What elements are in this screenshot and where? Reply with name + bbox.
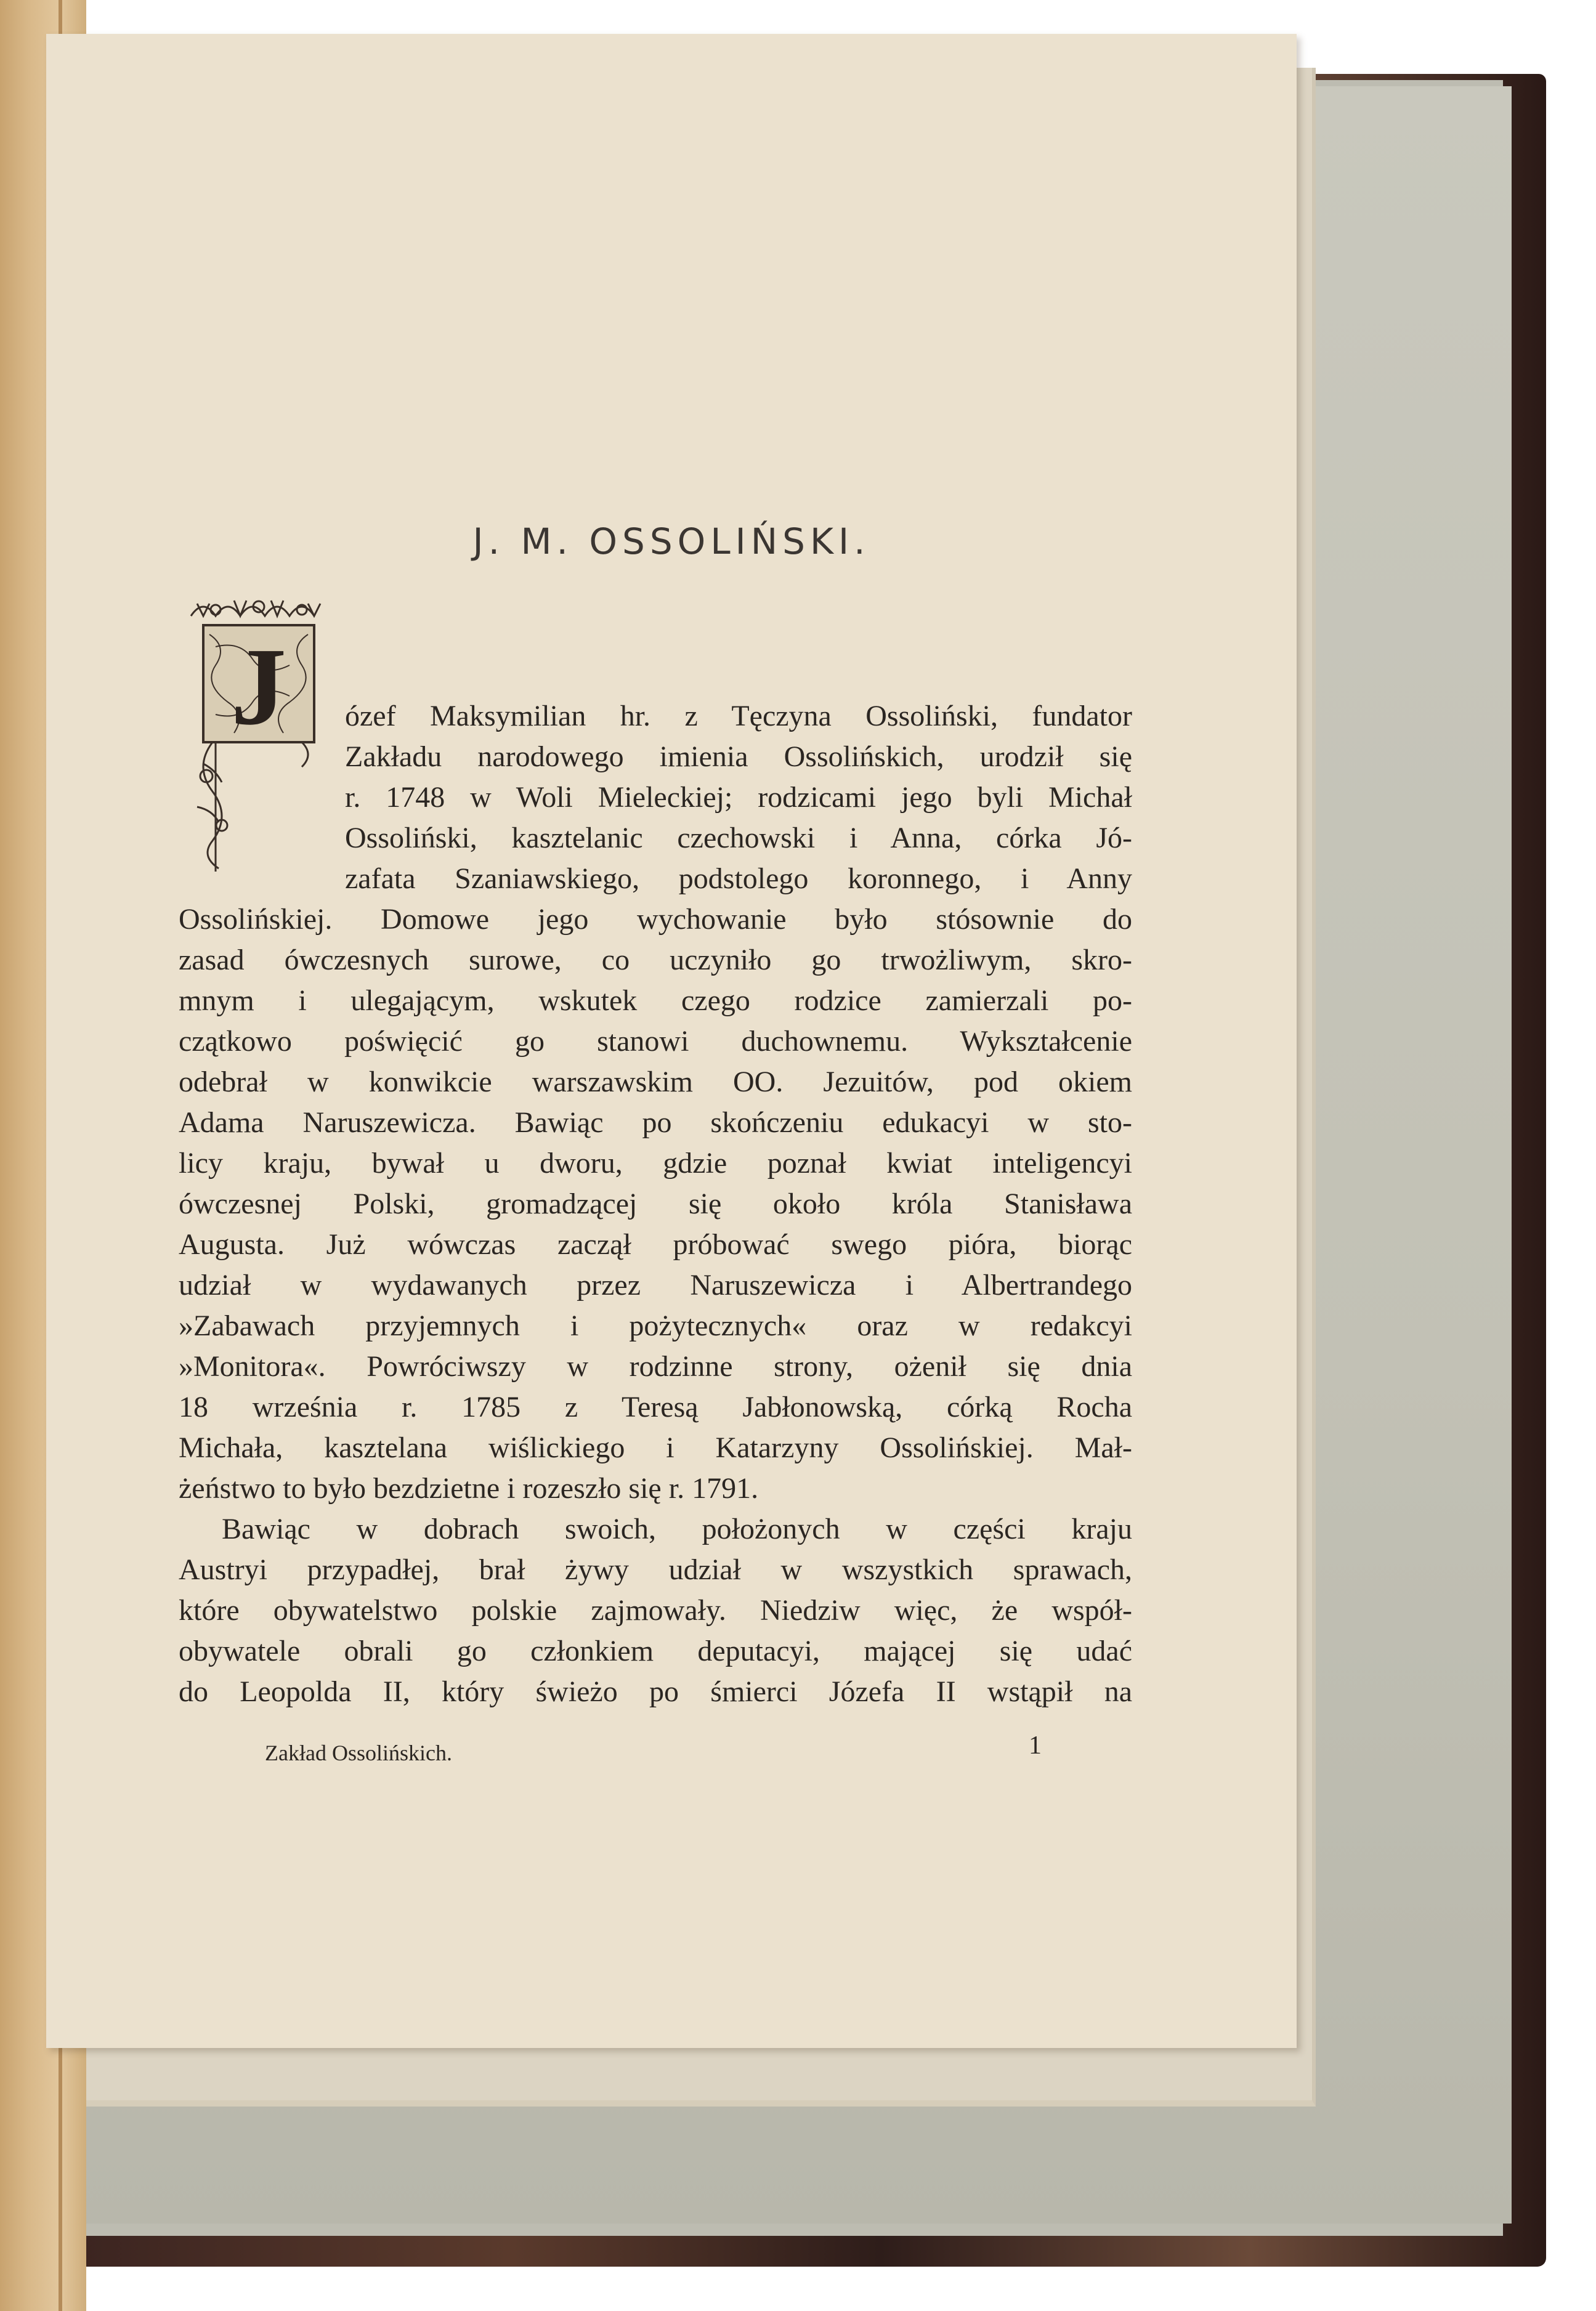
text-line: do Leopolda II, który świeżo po śmierci Józefa II wstąpił na bbox=[179, 1675, 1132, 1708]
text-line: zafata Szaniawskiego, podstolego koronnego, i Anny bbox=[345, 862, 1132, 895]
body-text bbox=[179, 696, 1132, 1712]
signature-number: 1 bbox=[1029, 1731, 1042, 1760]
text-line: r. 1748 w Woli Mieleckiej; rodzicami jego byli Michał bbox=[345, 781, 1132, 814]
text-line: Austryi przypadłej, brał żywy udział w wszystkich sprawach, bbox=[179, 1553, 1132, 1586]
text-line: licy kraju, bywał u dworu, gdzie poznał kwiat inteligencyi bbox=[179, 1147, 1132, 1180]
text-line: ówczesnej Polski, gromadzącej się około króla Stanisława bbox=[179, 1188, 1132, 1220]
book-page bbox=[46, 34, 1297, 2048]
text-line: żeństwo to było bezdzietne i rozeszło się r. 1791. bbox=[179, 1472, 759, 1505]
paragraph-1 bbox=[179, 696, 1132, 1509]
text-line: Augusta. Już wówczas zaczął próbować swego pióra, biorąc bbox=[179, 1228, 1132, 1261]
text-line: obywatele obrali go członkiem deputacyi, mającej się udać bbox=[179, 1635, 1132, 1667]
text-line: Ossoliński, kasztelanic czechowski i Anna, córka Jó- bbox=[345, 822, 1132, 854]
page-title: J. M. OSSOLIŃSKI. bbox=[472, 520, 870, 562]
text-line: odebrał w konwikcie warszawskim OO. Jezuitów, pod okiem bbox=[179, 1066, 1132, 1098]
text-line: udział w wydawanych przez Naruszewicza i Albertrandego bbox=[179, 1269, 1132, 1301]
initial-ornament-crown bbox=[191, 601, 320, 616]
initial-letter: J bbox=[231, 625, 286, 748]
text-line: mnym i ulegającym, wskutek czego rodzice zamierzali po- bbox=[179, 984, 1132, 1017]
text-line: czątkowo poświęcić go stanowi duchownemu. Wykształcenie bbox=[179, 1025, 1132, 1058]
text-line: 18 września r. 1785 z Teresą Jabłonowską, córką Rocha bbox=[179, 1391, 1132, 1423]
text-line: Bawiąc w dobrach swoich, położonych w części kraju bbox=[222, 1513, 1132, 1545]
text-line: ózef Maksymilian hr. z Tęczyna Ossoliński, fundator bbox=[345, 700, 1132, 732]
text-line: Michała, kasztelana wiślickiego i Katarzyny Ossolińskiej. Mał- bbox=[179, 1431, 1132, 1464]
paragraph-2 bbox=[179, 1509, 1132, 1712]
text-line: Zakładu narodowego imienia Ossolińskich, urodził się bbox=[345, 740, 1132, 773]
printer-signature: Zakład Ossolińskich. bbox=[265, 1741, 452, 1765]
text-line: zasad ówczesnych surowe, co uczyniło go trwożliwym, skro- bbox=[179, 944, 1132, 976]
text-line: »Monitora«. Powróciwszy w rodzinne strony, ożenił się dnia bbox=[179, 1350, 1132, 1383]
text-line: »Zabawach przyjemnych i pożytecznych« oraz w redakcyi bbox=[179, 1309, 1132, 1342]
text-line: Adama Naruszewicza. Bawiąc po skończeniu edukacyi w sto- bbox=[179, 1106, 1132, 1139]
text-line: które obywatelstwo polskie zajmowały. Niedziw więc, że współ- bbox=[179, 1594, 1132, 1627]
text-line: Ossolińskiej. Domowe jego wychowanie było stósownie do bbox=[179, 903, 1132, 936]
